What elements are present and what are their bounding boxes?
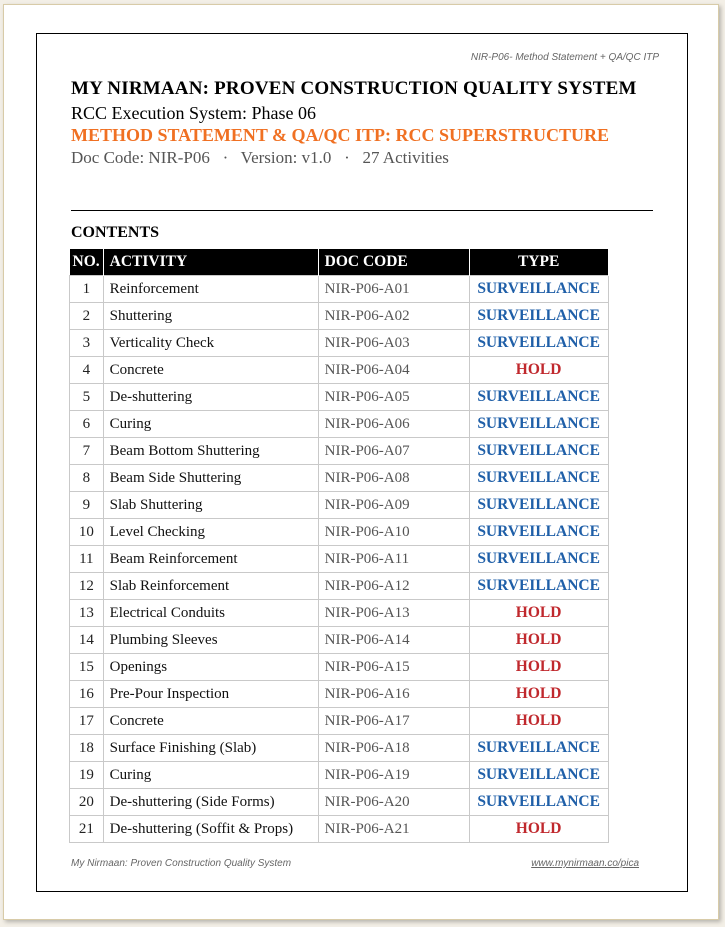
column-header-no: NO. [70, 249, 104, 276]
document-page [3, 4, 719, 920]
doc-code-cell: NIR-P06-A12 [318, 573, 469, 600]
row-number: 17 [70, 708, 104, 735]
doc-code-cell: NIR-P06-A10 [318, 519, 469, 546]
doc-code-cell: NIR-P06-A08 [318, 465, 469, 492]
type-cell: SURVEILLANCE [469, 465, 608, 492]
type-cell: SURVEILLANCE [469, 789, 608, 816]
row-number: 12 [70, 573, 104, 600]
row-number: 4 [70, 357, 104, 384]
contents-heading: CONTENTS [71, 224, 160, 241]
activity-cell: Concrete [103, 708, 318, 735]
type-cell: HOLD [469, 627, 608, 654]
activity-cell: De-shuttering (Side Forms) [103, 789, 318, 816]
doc-code-cell: NIR-P06-A16 [318, 681, 469, 708]
row-number: 2 [70, 303, 104, 330]
type-cell: HOLD [469, 600, 608, 627]
doc-meta-line: Doc Code: NIR-P06 · Version: v1.0 · 27 Activities [71, 148, 449, 167]
row-number: 6 [70, 411, 104, 438]
activity-cell: Shuttering [103, 303, 318, 330]
row-number: 19 [70, 762, 104, 789]
table-body [70, 276, 609, 843]
doc-code-cell: NIR-P06-A04 [318, 357, 469, 384]
doc-code-cell: NIR-P06-A18 [318, 735, 469, 762]
contents-table [69, 249, 609, 843]
table-row [70, 573, 609, 600]
table-row [70, 303, 609, 330]
row-number: 9 [70, 492, 104, 519]
doc-code-cell: NIR-P06-A03 [318, 330, 469, 357]
row-number: 13 [70, 600, 104, 627]
activity-cell: Verticality Check [103, 330, 318, 357]
type-cell: HOLD [469, 357, 608, 384]
activity-cell: Openings [103, 654, 318, 681]
row-number: 14 [70, 627, 104, 654]
table-row [70, 411, 609, 438]
doc-code-cell: NIR-P06-A02 [318, 303, 469, 330]
method-statement-title: METHOD STATEMENT & QA/QC ITP: RCC SUPERSTRUCTURE [71, 125, 610, 145]
table-row [70, 330, 609, 357]
table-row [70, 816, 609, 843]
doc-code-cell: NIR-P06-A19 [318, 762, 469, 789]
column-header-type: TYPE [469, 249, 608, 276]
activity-cell: Beam Bottom Shuttering [103, 438, 318, 465]
table-row [70, 708, 609, 735]
table-row [70, 627, 609, 654]
row-number: 8 [70, 465, 104, 492]
footer-text: My Nirmaan: Proven Construction Quality System [71, 858, 292, 869]
doc-code-cell: NIR-P06-A05 [318, 384, 469, 411]
doc-code-cell: NIR-P06-A13 [318, 600, 469, 627]
doc-code-cell: NIR-P06-A20 [318, 789, 469, 816]
activity-cell: De-shuttering (Soffit & Props) [103, 816, 318, 843]
doc-code-cell: NIR-P06-A11 [318, 546, 469, 573]
type-cell: SURVEILLANCE [469, 384, 608, 411]
document-title: MY NIRMAAN: PROVEN CONSTRUCTION QUALITY SYSTEM [71, 78, 637, 99]
doc-code-cell: NIR-P06-A17 [318, 708, 469, 735]
doc-code-cell: NIR-P06-A15 [318, 654, 469, 681]
activity-cell: Reinforcement [103, 276, 318, 303]
table-row [70, 735, 609, 762]
activity-cell: Electrical Conduits [103, 600, 318, 627]
type-cell: HOLD [469, 816, 608, 843]
type-cell: SURVEILLANCE [469, 492, 608, 519]
doc-code-cell: NIR-P06-A14 [318, 627, 469, 654]
type-cell: SURVEILLANCE [469, 411, 608, 438]
type-cell: SURVEILLANCE [469, 438, 608, 465]
activity-cell: Slab Reinforcement [103, 573, 318, 600]
type-cell: HOLD [469, 708, 608, 735]
table-row [70, 546, 609, 573]
row-number: 16 [70, 681, 104, 708]
table-row [70, 465, 609, 492]
type-cell: SURVEILLANCE [469, 735, 608, 762]
row-number: 20 [70, 789, 104, 816]
table-row [70, 519, 609, 546]
table-row [70, 438, 609, 465]
activity-cell: Pre-Pour Inspection [103, 681, 318, 708]
row-number: 18 [70, 735, 104, 762]
activity-cell: Curing [103, 411, 318, 438]
activity-cell: De-shuttering [103, 384, 318, 411]
type-cell: HOLD [469, 654, 608, 681]
doc-code-cell: NIR-P06-A07 [318, 438, 469, 465]
row-number: 21 [70, 816, 104, 843]
table-row [70, 600, 609, 627]
table-row [70, 654, 609, 681]
activity-cell: Surface Finishing (Slab) [103, 735, 318, 762]
table-row [70, 762, 609, 789]
table-row [70, 492, 609, 519]
row-number: 10 [70, 519, 104, 546]
activity-cell: Curing [103, 762, 318, 789]
row-number: 1 [70, 276, 104, 303]
doc-code-cell: NIR-P06-A21 [318, 816, 469, 843]
type-cell: SURVEILLANCE [469, 546, 608, 573]
row-number: 15 [70, 654, 104, 681]
activity-cell: Slab Shuttering [103, 492, 318, 519]
table-row [70, 357, 609, 384]
document-subtitle: RCC Execution System: Phase 06 [71, 103, 316, 123]
table-row [70, 681, 609, 708]
activity-cell: Level Checking [103, 519, 318, 546]
row-number: 7 [70, 438, 104, 465]
doc-code-cell: NIR-P06-A01 [318, 276, 469, 303]
type-cell: SURVEILLANCE [469, 519, 608, 546]
type-cell: SURVEILLANCE [469, 330, 608, 357]
row-number: 5 [70, 384, 104, 411]
table-row [70, 789, 609, 816]
footer-link[interactable]: www.mynirmaan.co/pica [531, 858, 639, 869]
running-header: NIR-P06- Method Statement + QA/QC ITP [470, 52, 659, 63]
activity-cell: Concrete [103, 357, 318, 384]
doc-code-cell: NIR-P06-A06 [318, 411, 469, 438]
row-number: 11 [70, 546, 104, 573]
type-cell: HOLD [469, 681, 608, 708]
table-header-row [70, 249, 609, 276]
table-row [70, 384, 609, 411]
type-cell: SURVEILLANCE [469, 276, 608, 303]
table-row [70, 276, 609, 303]
column-header-doc-code: DOC CODE [318, 249, 469, 276]
column-header-activity: ACTIVITY [103, 249, 318, 276]
row-number: 3 [70, 330, 104, 357]
activity-cell: Beam Reinforcement [103, 546, 318, 573]
type-cell: SURVEILLANCE [469, 303, 608, 330]
doc-code-cell: NIR-P06-A09 [318, 492, 469, 519]
divider [71, 210, 653, 211]
type-cell: SURVEILLANCE [469, 762, 608, 789]
activity-cell: Plumbing Sleeves [103, 627, 318, 654]
type-cell: SURVEILLANCE [469, 573, 608, 600]
page-frame [36, 33, 688, 892]
activity-cell: Beam Side Shuttering [103, 465, 318, 492]
